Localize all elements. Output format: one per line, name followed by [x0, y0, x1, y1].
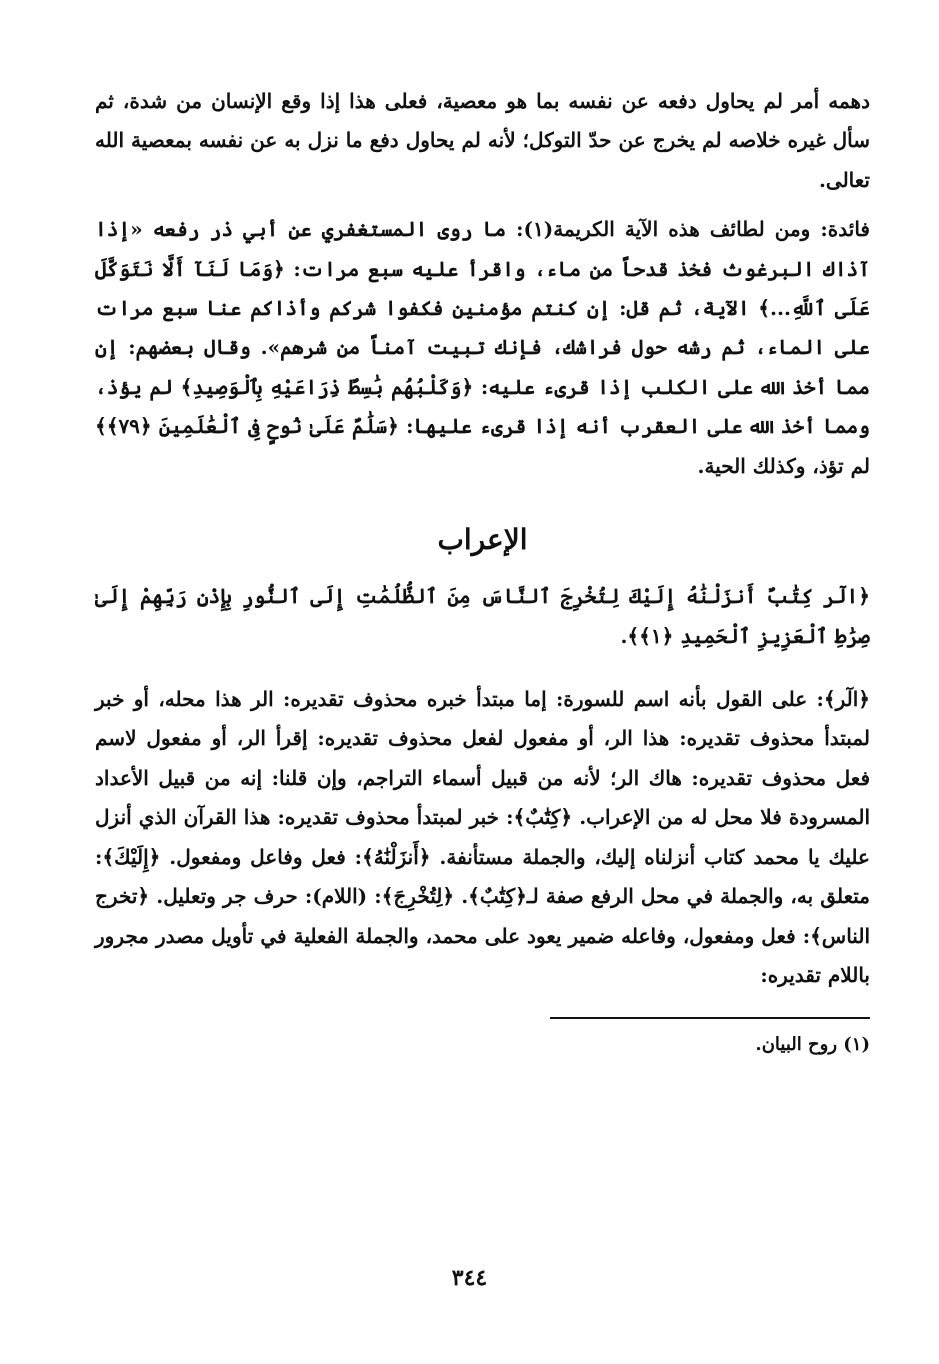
footnote-divider — [550, 1017, 870, 1019]
page-number: ٣٤٤ — [451, 1265, 488, 1291]
paragraph-3: ﴿الٓر﴾: على القول بأنه اسم للسورة: إما مبتدأ خبره محذوف تقديره: الر هذا محله، أو خبر لمبتدأ محذوف تقديره: هذا الر، أو مفعول لفعل محذوف تقديره: إقرأ الر، أو مفعول لاسم فعل محذوف تقديره: هاك الر؛ لأنه من قبيل أسماء التراجم، وإن قلنا: إنه من قبيل الأعداد المسرودة فلا محل له من الإعراب. ﴿كِتَٰبٌ﴾: خبر لمبتدأ محذوف تقديره: هذا القرآن الذي أنزل عليك يا محمد كتاب أنزلناه إليك، والجملة مستأنفة. ﴿أَنزَلْنَٰهُ﴾: فعل وفاعل ومفعول. ﴿إِلَيْكَ﴾: متعلق به، والجملة في محل الرفع صفة لـ﴿كِتَٰبٌ﴾. ﴿لِتُخْرِجَ﴾: (اللام): حرف جر وتعليل. ﴿تخرج الناس﴾: فعل ومفعول، وفاعله ضمير يعود على محمد، والجملة الفعلية في تأويل مصدر مجرور باللام تقديره: — [95, 687, 870, 987]
paragraph-2-text: : ومن لطائف هذه الآية الكريمة(١): ما روى المستغفري عن أبي ذر رفعه «إذا آذاك البرغوث فخذ قدحاً من ماء، واقرأ عليه سبع مرات: ﴿وَمَا لَنَآ أَلَّا نَتَوَكَّلَ عَلَى ٱللَّهِ...﴾ الآية، ثم قل: إن كنتم مؤمنين فكفوا شركم وأذاكم عنا سبع مرات على الماء، ثم رشه حول فراشك، فإنك تبيت آمناً من شرهم». وقال بعضهم: إن مما أخذ الله على الكلب إذا قرىء عليه: ﴿وَكَلْبُهُم بَٰسِطٌ ذِرَاعَيْهِ بِٱلْوَصِيدِ﴾ لم يؤذ، ومما أخذ الله على العقرب أنه إذا قرىء عليها: ﴿سَلَٰمٌ عَلَىٰ نُوحٍ فِى ٱلْعَٰلَمِينَ ﴿٧٩﴾﴾ لم تؤذ، وكذلك الحية. — [95, 217, 870, 478]
page-body — [95, 82, 870, 1061]
quran-verse: ﴿الٓر كِتَٰبٌ أَنزَلْنَٰهُ إِلَيْكَ لِتُخْرِجَ ٱلنَّاسَ مِنَ ٱلظُّلُمَٰتِ إِلَى ٱلنُّورِ بِإِذْنِ رَبِّهِمْ إِلَىٰ صِرَٰطِ ٱلْعَزِيزِ ٱلْحَمِيدِ ﴿١﴾﴾. — [95, 584, 870, 649]
footnote: (١) روح البيان. — [755, 1034, 870, 1056]
paragraph-1: دهمه أمر لم يحاول دفعه عن نفسه بما هو معصية، فعلى هذا إذا وقع الإنسان من شدة، ثم سأل غيره خلاصه لم يخرج عن حدّ التوكل؛ لأنه لم يحاول دفع ما نزل به عن نفسه بمعصية الله تعالى. — [95, 89, 870, 192]
section-title: الإعراب — [437, 523, 528, 557]
paragraph-2-lead: فائدة — [827, 217, 870, 242]
paragraph-2 — [95, 210, 870, 486]
